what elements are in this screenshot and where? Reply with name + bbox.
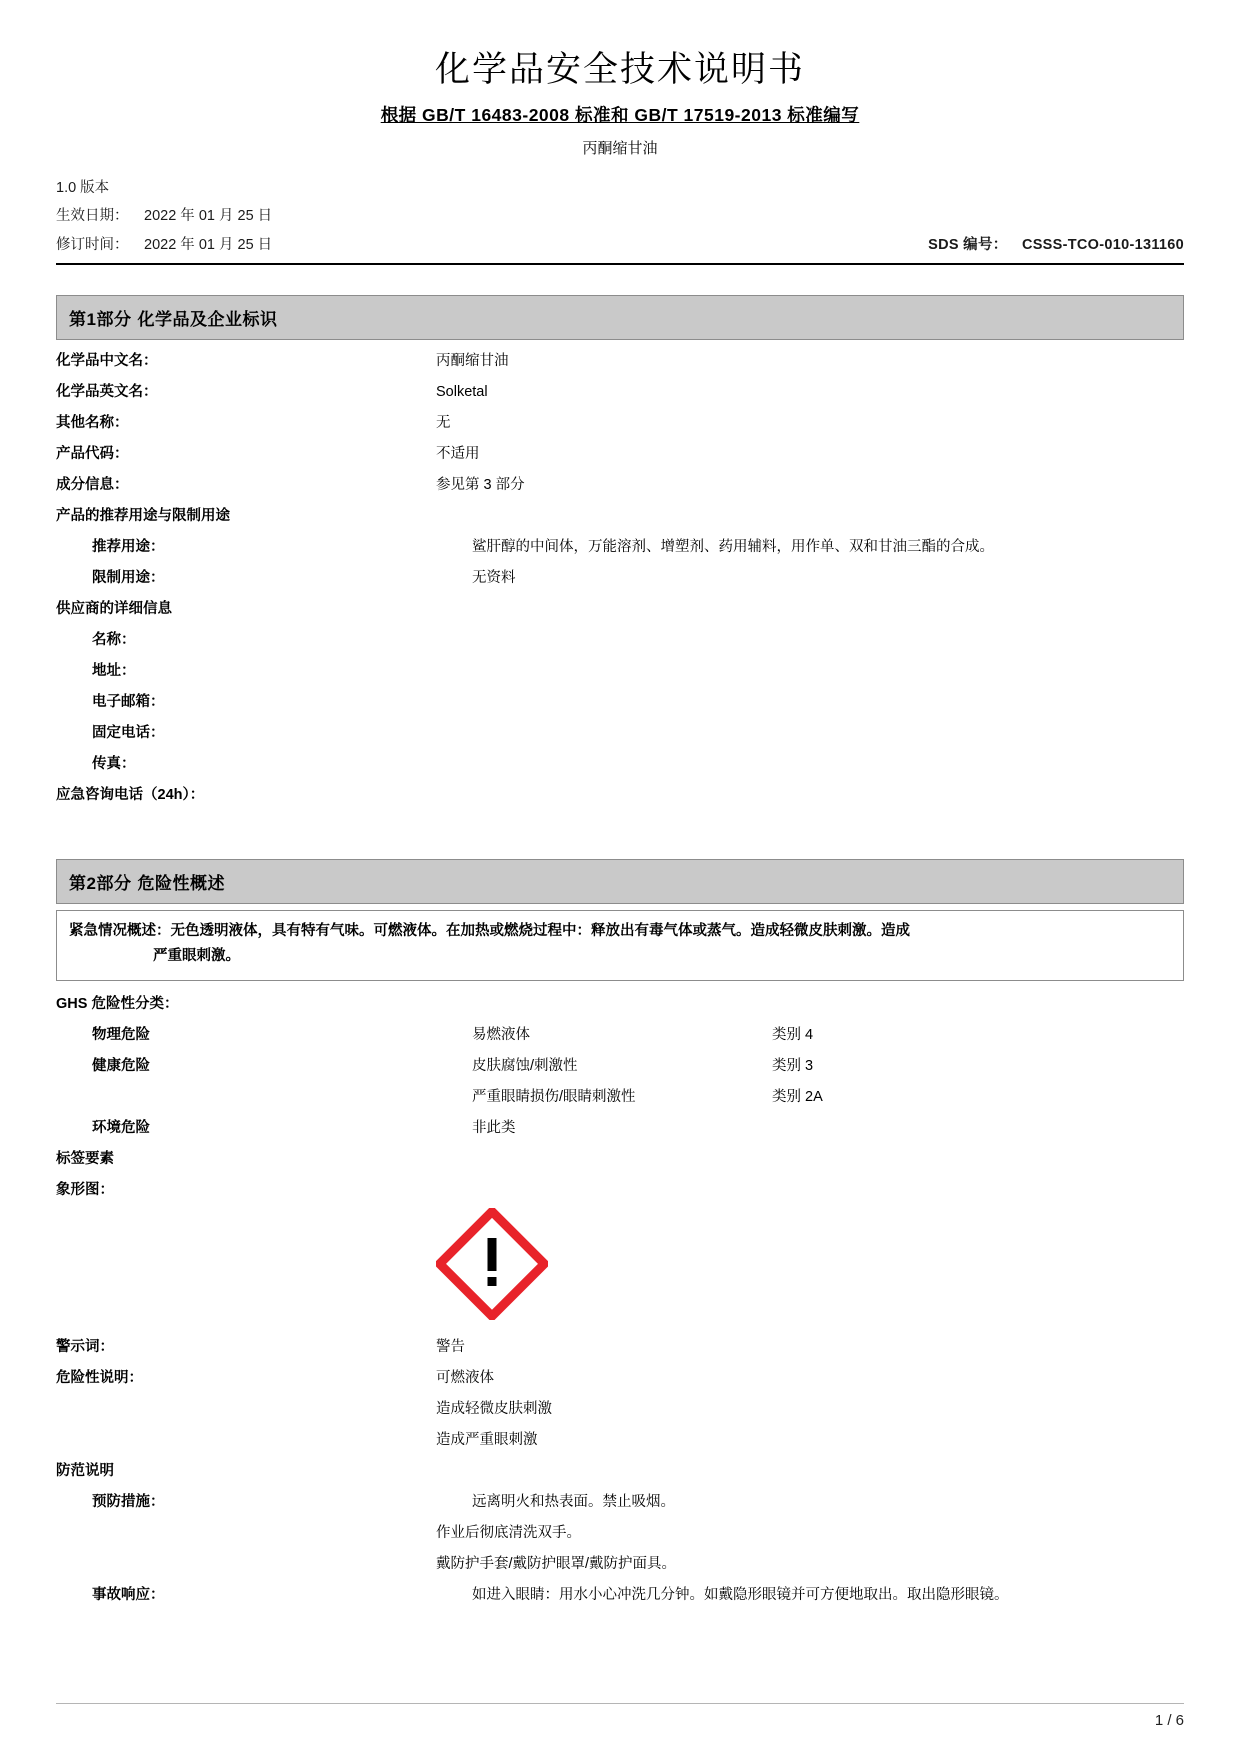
field-row [56, 718, 1184, 749]
recommended-use-label: 推荐用途： [92, 538, 165, 555]
hazard-statement-row [56, 1394, 1184, 1425]
field-row [56, 346, 1184, 377]
signal-word-label: 警示词： [56, 1338, 114, 1355]
health-hazard-label: 健康危险 [92, 1057, 150, 1074]
table-row [56, 1082, 1184, 1113]
field-row [56, 1363, 1184, 1394]
other-names-value: 无 [436, 414, 451, 431]
field-row [56, 532, 1184, 563]
effective-date-row [56, 202, 1184, 230]
section-2-number: 第2部分 [69, 874, 132, 894]
precaution-heading: 防范说明 [56, 1462, 114, 1479]
revision-date-label: 修订时间： [56, 236, 129, 253]
footer-divider [56, 1703, 1184, 1704]
revision-date-row [56, 231, 272, 259]
revision-and-sds-row [56, 231, 1184, 259]
hazard-statement-2: 造成轻微皮肤刺激 [436, 1400, 552, 1417]
version-row [56, 174, 1184, 202]
hazard-statement-3: 造成严重眼刺激 [436, 1431, 538, 1448]
chinese-name-label: 化学品中文名： [56, 352, 158, 369]
product-code-label: 产品代码： [56, 445, 129, 462]
revision-date-value: 2022 年 01 月 25 日 [144, 236, 273, 253]
product-name-heading: 丙酮缩甘油 [582, 140, 658, 157]
response-label: 事故响应： [92, 1587, 165, 1604]
field-row [56, 470, 1184, 501]
supplier-name-label: 名称： [92, 631, 136, 648]
emergency-phone-label: 应急咨询电话（24h）： [56, 787, 205, 804]
health-hazard-category: 类别 3 [772, 1057, 814, 1074]
uses-heading: 产品的推荐用途与限制用途 [56, 507, 230, 524]
field-row [56, 408, 1184, 439]
prevention-statement-3: 戴防护手套/戴防护眼罩/戴防护面具。 [436, 1556, 677, 1572]
physical-hazard-label: 物理危险 [92, 1026, 150, 1043]
environmental-hazard-value: 非此类 [472, 1119, 516, 1136]
supplier-heading: 供应商的详细信息 [56, 600, 172, 617]
restricted-use-label: 限制用途： [92, 569, 165, 586]
section-1-number: 第1部分 [69, 309, 132, 329]
physical-hazard-category: 类别 4 [772, 1026, 814, 1043]
pictogram-area [56, 1208, 1184, 1324]
label-elements-heading: 标签要素 [56, 1150, 114, 1167]
restricted-use-value: 无资料 [472, 569, 516, 586]
section-1-title: 化学品及企业标识 [137, 309, 278, 329]
exclamation-mark-diamond-icon [436, 1208, 548, 1320]
section-1-body [56, 346, 1184, 811]
field-row [56, 625, 1184, 656]
section-2-header [56, 859, 1184, 904]
field-row [56, 563, 1184, 594]
hazard-statements-label: 危险性说明： [56, 1369, 143, 1386]
section-2-body [56, 989, 1184, 1611]
emergency-overview-line1: 无色透明液体，具有特有气味。可燃液体。在加热或燃烧过程中：释放出有毒气体或蒸气。造成轻微皮肤刺激。造成 [170, 923, 910, 940]
emergency-overview-label: 紧急情况概述： [69, 923, 171, 940]
prevention-statement-2: 作业后彻底清洗双手。 [436, 1524, 581, 1541]
table-row [56, 1051, 1184, 1082]
field-row [56, 749, 1184, 780]
sds-number [928, 231, 1184, 259]
section-2-title: 危险性概述 [137, 874, 225, 894]
field-row [56, 1332, 1184, 1363]
pictogram-label: 象形图： [56, 1181, 114, 1198]
supplier-fax-label: 传真： [92, 756, 136, 772]
sds-number-label: SDS 编号： [928, 236, 1008, 253]
table-row [56, 1113, 1184, 1144]
document-meta [56, 174, 1184, 259]
header-divider [56, 263, 1184, 265]
composition-info-label: 成分信息： [56, 476, 129, 493]
page-footer [56, 1703, 1184, 1729]
recommended-use-value: 鲨肝醇的中间体，万能溶剂、增塑剂、药用辅料，用作单、双和甘油三酯的合成。 [472, 538, 994, 555]
supplier-phone-label: 固定电话： [92, 724, 165, 741]
health-hazard-value: 皮肤腐蚀/刺激性 [472, 1057, 578, 1074]
composition-info-value: 参见第 3 部分 [436, 476, 525, 493]
emergency-overview-box [56, 910, 1184, 981]
physical-hazard-value: 易燃液体 [472, 1026, 530, 1043]
health-hazard-category-2: 类别 2A [772, 1088, 823, 1105]
prevention-statement-1: 远离明火和热表面。禁止吸烟。 [472, 1493, 675, 1510]
product-code-value: 不适用 [436, 445, 480, 462]
sds-number-value: CSSS-TCO-010-131160 [1021, 236, 1184, 253]
signal-word-value: 警告 [436, 1338, 465, 1355]
page-title: 化学品安全技术说明书 [434, 50, 805, 90]
section-1-header [56, 295, 1184, 340]
response-statement-1: 如进入眼睛：用水小心冲洗几分钟。如戴隐形眼镜并可方便地取出。取出隐形眼镜。 [472, 1587, 1009, 1604]
health-hazard-value-2: 严重眼睛损伤/眼睛刺激性 [472, 1088, 636, 1105]
supplier-email-label: 电子邮箱： [92, 693, 165, 710]
field-row [56, 656, 1184, 687]
environmental-hazard-label: 环境危险 [92, 1119, 150, 1136]
other-names-label: 其他名称： [56, 414, 129, 431]
hazard-statement-row [56, 1425, 1184, 1456]
prevention-row [56, 1549, 1184, 1580]
field-row [56, 1580, 1184, 1611]
field-row [56, 439, 1184, 470]
chinese-name-value: 丙酮缩甘油 [436, 352, 509, 369]
english-name-value: Solketal [436, 383, 488, 400]
ghs-classification-heading: GHS 危险性分类： [56, 995, 179, 1012]
effective-date-label: 生效日期： [56, 208, 129, 225]
hazard-statement-1: 可燃液体 [436, 1369, 494, 1386]
table-row [56, 1020, 1184, 1051]
standard-subtitle: 根据 GB/T 16483-2008 标准和 GB/T 17519-2013 标准编写 [380, 105, 860, 125]
supplier-address-label: 地址： [92, 662, 136, 679]
prevention-label: 预防措施： [92, 1493, 165, 1510]
page-number: 1 / 6 [1154, 1712, 1184, 1729]
field-row [56, 377, 1184, 408]
field-row [56, 687, 1184, 718]
emergency-overview-line2: 严重眼刺激。 [153, 948, 240, 965]
effective-date-value: 2022 年 01 月 25 日 [144, 208, 273, 225]
english-name-label: 化学品英文名： [56, 383, 158, 400]
version-value: 1.0 版本 [56, 180, 110, 196]
field-row [56, 1487, 1184, 1518]
prevention-row [56, 1518, 1184, 1549]
